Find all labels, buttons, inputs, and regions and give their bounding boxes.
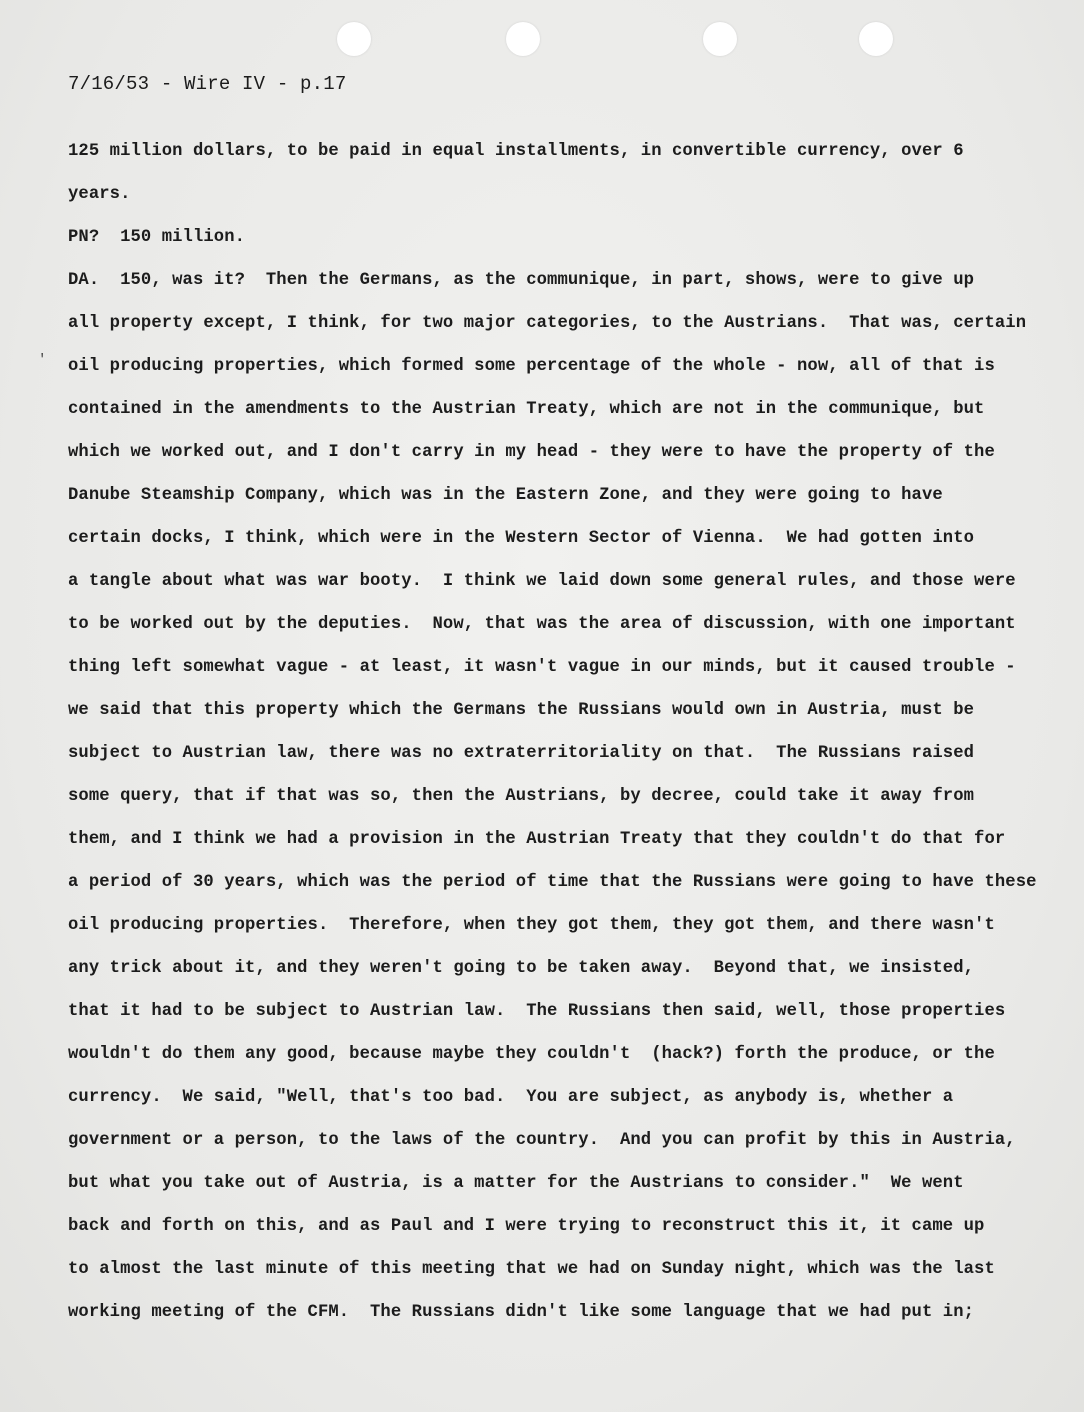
text-line: contained in the amendments to the Austrian Treaty, which are not in the communique, but <box>68 400 985 419</box>
punch-hole-2 <box>506 22 540 56</box>
punch-hole-4 <box>859 22 893 56</box>
text-line: but what you take out of Austria, is a matter for the Austrians to consider." We went <box>68 1174 964 1193</box>
punch-hole-3 <box>703 22 737 56</box>
text-line: oil producing properties. Therefore, when they got them, they got them, and there wasn't <box>68 916 995 935</box>
text-line: wouldn't do them any good, because maybe they couldn't (hack?) forth the produce, or the <box>68 1045 995 1064</box>
text-line: subject to Austrian law, there was no extraterritoriality on that. The Russians raised <box>68 744 975 763</box>
page-header: 7/16/53 - Wire IV - p.17 <box>68 73 347 95</box>
text-line: working meeting of the CFM. The Russians didn't like some language that we had put in; <box>68 1303 975 1322</box>
margin-mark: ' <box>38 352 47 368</box>
text-line: government or a person, to the laws of the country. And you can profit by this in Austria, <box>68 1131 1016 1150</box>
text-line: which we worked out, and I don't carry in my head - they were to have the property of the <box>68 443 995 462</box>
text-line: years. <box>68 185 131 204</box>
text-line: we said that this property which the Germans the Russians would own in Austria, must be <box>68 701 975 720</box>
text-line: to almost the last minute of this meeting that we had on Sunday night, which was the last <box>68 1260 995 1279</box>
text-line: certain docks, I think, which were in the Western Sector of Vienna. We had gotten into <box>68 529 975 548</box>
text-line: Danube Steamship Company, which was in the Eastern Zone, and they were going to have <box>68 486 943 505</box>
text-line: some query, that if that was so, then the Austrians, by decree, could take it away from <box>68 787 975 806</box>
text-line: any trick about it, and they weren't going to be taken away. Beyond that, we insisted, <box>68 959 975 978</box>
text-line: back and forth on this, and as Paul and I were trying to reconstruct this it, it came up <box>68 1217 985 1236</box>
text-line: all property except, I think, for two major categories, to the Austrians. That was, certain <box>68 314 1027 333</box>
text-line: DA. 150, was it? Then the Germans, as the communique, in part, shows, were to give up <box>68 271 975 290</box>
text-line: PN? 150 million. <box>68 228 246 247</box>
text-line: a period of 30 years, which was the period of time that the Russians were going to have these <box>68 873 1037 892</box>
text-line: 125 million dollars, to be paid in equal installments, in convertible currency, over 6 <box>68 142 964 161</box>
text-line: currency. We said, "Well, that's too bad. You are subject, as anybody is, whether a <box>68 1088 954 1107</box>
text-line: oil producing properties, which formed some percentage of the whole - now, all of that is <box>68 357 995 376</box>
text-line: that it had to be subject to Austrian law. The Russians then said, well, those properties <box>68 1002 1006 1021</box>
text-line: thing left somewhat vague - at least, it wasn't vague in our minds, but it caused trouble - <box>68 658 1016 677</box>
punch-hole-1 <box>337 22 371 56</box>
text-line: a tangle about what was war booty. I think we laid down some general rules, and those were <box>68 572 1016 591</box>
text-line: to be worked out by the deputies. Now, that was the area of discussion, with one important <box>68 615 1016 634</box>
text-line: them, and I think we had a provision in the Austrian Treaty that they couldn't do that for <box>68 830 1006 849</box>
body-text <box>68 130 1058 1334</box>
